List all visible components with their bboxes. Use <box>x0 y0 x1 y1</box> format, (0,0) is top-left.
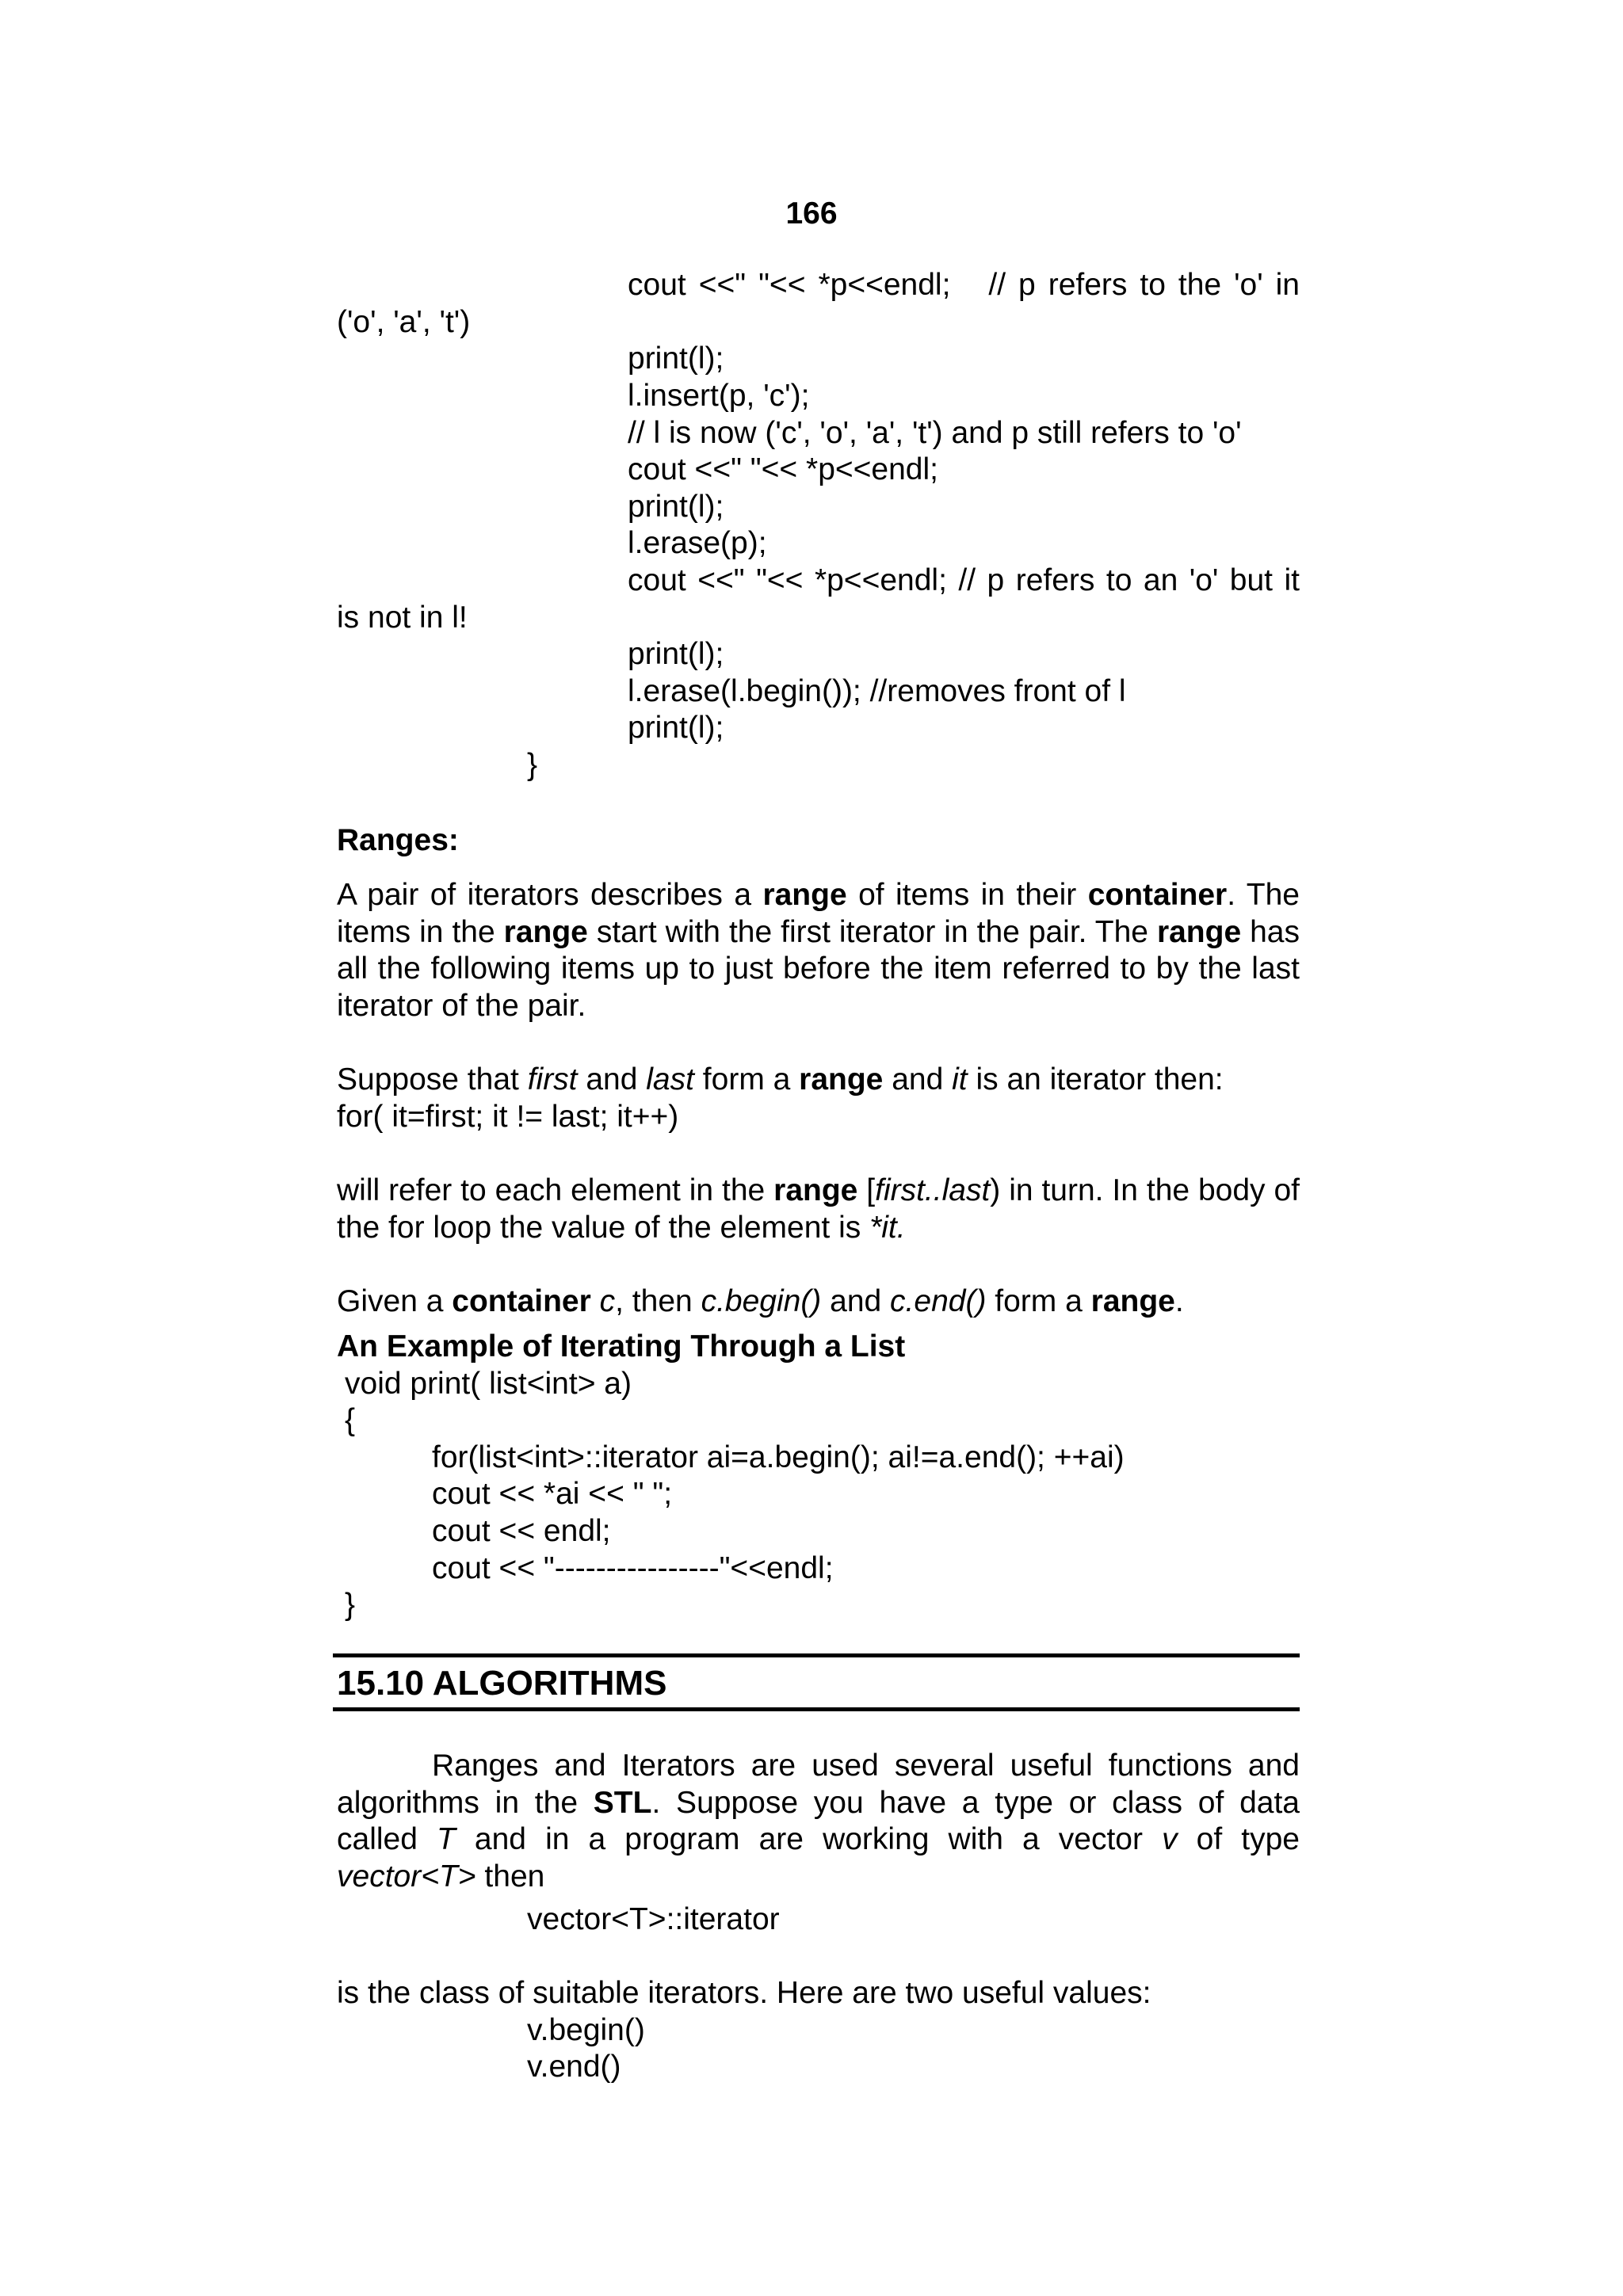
code-line: cout <<" "<< *p<<endl; // p refers to the 'o' in <box>628 268 1300 302</box>
page-number: 166 <box>785 196 838 231</box>
for-loop-code: for( it=first; it != last; it++) <box>337 1099 679 1134</box>
code-line: { <box>345 1403 356 1437</box>
ranges-paragraph-4: Given a container c, then c.begin() and c.end() form a range. <box>337 1284 1184 1318</box>
code-line: v.begin() <box>527 2013 645 2047</box>
code-line: } <box>345 1588 356 1622</box>
code-line: print(l); <box>628 490 724 524</box>
code-line: vector<T>::iterator <box>527 1902 780 1936</box>
code-comment: // l is now ('c', 'o', 'a', 't') and p still refers to 'o' <box>628 416 1242 450</box>
code-line: l.insert(p, 'c'); <box>628 379 810 413</box>
code-line: cout <<" "<< *p<<endl; // p refers to an 'o' but it <box>628 563 1300 597</box>
code-line: cout <<" "<< *p<<endl; <box>628 452 938 486</box>
ranges-heading: Ranges: <box>337 823 459 857</box>
ranges-paragraph-3: will refer to each element in the range [first..last) in turn. In the body of the for loop the value of the element is *it. <box>337 1173 1300 1245</box>
algorithms-text: is the class of suitable iterators. Here are two useful values: <box>337 1976 1151 2010</box>
example-heading: An Example of Iterating Through a List <box>337 1329 906 1363</box>
code-line: print(l); <box>628 711 724 745</box>
code-line: cout << endl; <box>432 1514 611 1548</box>
code-line: for(list<int>::iterator ai=a.begin(); ai!=a.end(); ++ai) <box>432 1440 1125 1474</box>
code-line-wrap: ('o', 'a', 't') <box>337 305 471 339</box>
ranges-paragraph-2: Suppose that first and last form a range and it is an iterator then: for( it=first; it != last; it++) <box>337 1062 1224 1134</box>
code-line: void print( list<int> a) <box>345 1367 632 1401</box>
code-line: l.erase(p); <box>628 526 767 560</box>
code-line: cout << *ai << " "; <box>432 1477 673 1511</box>
code-line-wrap: is not in l! <box>337 601 468 635</box>
code-line: print(l); <box>628 341 724 376</box>
section-rule-top <box>333 1653 1300 1657</box>
code-line: l.erase(l.begin()); //removes front of l <box>628 674 1126 708</box>
code-line: print(l); <box>628 637 724 671</box>
ranges-paragraph-1: A pair of iterators describes a range of items in their container. The items in the range start with the first iterator in the pair. The range has all the following items up to just before the item referred to by the last iterator of the pair. <box>337 878 1300 1023</box>
code-line: v.end() <box>527 2050 621 2084</box>
section-rule-bottom <box>333 1707 1300 1711</box>
code-closing-brace: } <box>527 748 538 782</box>
code-line: cout << "----------------"<<endl; <box>432 1551 834 1585</box>
section-heading: 15.10 ALGORITHMS <box>337 1664 667 1703</box>
algorithms-paragraph: Ranges and Iterators are used several useful functions and algorithms in the STL. Suppose you have a type or class of data called T and in a program are working with a vector v of type vector<T> then <box>337 1749 1300 1894</box>
